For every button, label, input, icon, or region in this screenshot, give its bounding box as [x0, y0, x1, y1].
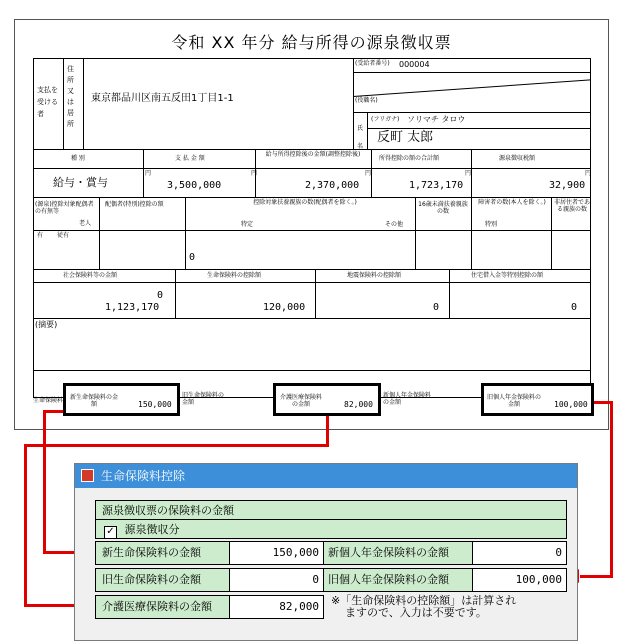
- lbl-nonresident: 非居住者である親族の数: [553, 199, 590, 213]
- yen-mark: 円: [465, 170, 472, 177]
- furigana-label: (フリガナ): [371, 116, 400, 123]
- lbl-spouse-special: 配偶者(特別)控除の額: [105, 201, 164, 208]
- arrow-line: [43, 410, 63, 413]
- lbl-under16: 16歳未満扶養親族の数: [418, 201, 468, 215]
- lbl-disabled: 障害者の数(本人を除く。): [478, 199, 546, 206]
- old-label: 老人: [79, 220, 92, 227]
- hdr-type: 種 別: [71, 155, 85, 162]
- row-shin-life-label: 新生命保険料の金額: [95, 541, 230, 565]
- slip-shin-life-value: 150,000: [138, 400, 172, 409]
- highlight-kyu-nenkin: [481, 383, 594, 416]
- spouse-sub: 従有: [57, 232, 70, 239]
- note-line-1: ※「生命保険料の控除額」は計算され: [331, 594, 517, 607]
- row-kyu-nenkin-label: 旧個人年金保険料の金額: [323, 568, 473, 592]
- jukyu-label: (受給者番号): [355, 60, 390, 67]
- slip-kyu-life-label: 旧生命保険料の金額: [182, 392, 225, 406]
- dialog-titlebar: [75, 464, 577, 488]
- payee-label: 支払を受ける者: [37, 86, 58, 118]
- slip-shin-life-label: 新生命保険料の金額: [69, 394, 118, 408]
- slip-kaigo-value: 82,000: [344, 400, 373, 409]
- kyu-nenkin-input[interactable]: 100,000: [472, 568, 567, 592]
- hdr-payment: 支 払 金 額: [175, 155, 205, 162]
- slip-kyu-nenkin-label: 旧個人年金保険料の金額: [487, 394, 542, 408]
- kaigo-input[interactable]: 82,000: [229, 595, 324, 619]
- jukyu-value: 000004: [399, 60, 430, 69]
- slip-table-frame: [33, 58, 591, 398]
- tokubetsu-label: 特別: [485, 221, 498, 228]
- slip-title: 令和 XX 年分 給与所得の源泉徴収票: [171, 33, 452, 52]
- address-label: 住所又は居所: [67, 65, 74, 128]
- arrow-line: [24, 444, 27, 607]
- dependents-value: 0: [189, 252, 196, 263]
- hdr-tax: 源泉徴収税額: [499, 155, 536, 162]
- app-icon: [81, 469, 94, 482]
- arrow-line: [43, 410, 46, 554]
- checkbox-label: 源泉徴収分: [124, 523, 180, 536]
- row-kaigo-label: 介護医療保険料の金額: [95, 595, 230, 619]
- slip-kyu-nenkin-value: 100,000: [554, 400, 588, 409]
- yakushoku-label: (役職名): [355, 97, 378, 104]
- deduction-total-value: 1,723,170: [409, 180, 464, 191]
- yen-mark: 円: [365, 170, 372, 177]
- furigana-value: ソリマチ タロウ: [407, 115, 466, 124]
- lbl-life: 生命保険料の控除額: [207, 272, 262, 279]
- row-kyu-life-label: 旧生命保険料の金額: [95, 568, 230, 592]
- withholding-slip: [14, 19, 609, 430]
- name-value: 反町 太郎: [377, 130, 434, 145]
- tokutei-label: 特定: [241, 221, 254, 228]
- payment-value: 3,500,000: [167, 180, 222, 191]
- shin-nenkin-input[interactable]: 0: [472, 541, 567, 565]
- yen-mark: 円: [585, 170, 592, 177]
- checkbox[interactable]: ✓: [104, 526, 117, 539]
- lbl-housing: 住宅借入金等特別控除の額: [471, 272, 544, 279]
- name-label: 氏名: [357, 125, 364, 150]
- tekiyo-label: (摘要): [35, 320, 58, 329]
- arrow-line: [580, 575, 613, 578]
- life-insurance-dialog: [74, 463, 578, 641]
- kyu-life-input[interactable]: 0: [229, 568, 324, 592]
- spouse-yes: 有: [37, 232, 44, 239]
- after-deduction-value: 2,370,000: [305, 180, 360, 191]
- sonota-label: その他: [385, 221, 404, 228]
- life-value: 120,000: [263, 302, 306, 313]
- social-value-top: 0: [157, 290, 164, 301]
- yen-mark: 円: [251, 170, 258, 177]
- address-value: 東京都品川区南五反田1丁目1-1: [91, 93, 234, 104]
- slip-shin-nenkin-label: 新個人年金保険料の金額: [383, 392, 432, 406]
- lbl-dependents: 控除対象扶養親族の数(配偶者を除く。): [253, 199, 357, 206]
- social-value: 1,123,170: [105, 302, 160, 313]
- note-line-2: ますので、入力は不要です。: [345, 606, 487, 619]
- earthquake-value: 0: [433, 302, 440, 313]
- hdr-after-deduction: 給与所得控除後の金額(調整控除後): [265, 151, 361, 158]
- housing-value: 0: [571, 302, 578, 313]
- shin-life-input[interactable]: 150,000: [229, 541, 324, 565]
- hdr-deduction-total: 所得控除の額の合計額: [379, 155, 440, 162]
- arrow-line: [24, 604, 81, 607]
- bottom-left-small: 生命保険料: [33, 397, 64, 404]
- row-shin-nenkin-label: 新個人年金保険料の金額: [323, 541, 473, 565]
- yen-mark: 円: [145, 170, 152, 177]
- type-value: 給与・賞与: [53, 176, 108, 189]
- arrow-line: [326, 416, 329, 447]
- slip-kaigo-label: 介護医療保険料の金額: [279, 394, 322, 408]
- arrow-line: [610, 401, 613, 578]
- highlight-shin-life: [63, 383, 180, 416]
- checkbox-row[interactable]: [95, 519, 567, 539]
- tax-value: 32,900: [549, 180, 586, 191]
- arrow-line: [24, 444, 329, 447]
- highlight-kaigo: [273, 383, 381, 416]
- lbl-social: 社会保険料等の金額: [63, 272, 118, 279]
- section-header: 源泉徴収票の保険料の金額: [95, 500, 567, 520]
- lbl-spouse: (源泉)控除対象配偶者の有無等: [35, 201, 94, 215]
- dialog-title: 生命保険料控除: [101, 469, 186, 483]
- dialog-note: [331, 595, 516, 619]
- lbl-earthquake: 地震保険料の控除額: [347, 272, 402, 279]
